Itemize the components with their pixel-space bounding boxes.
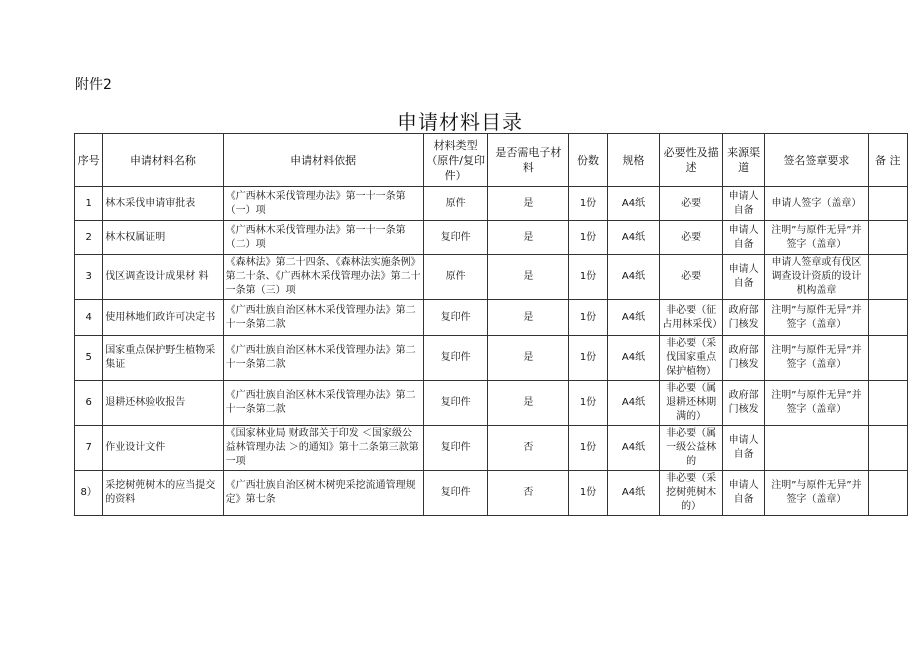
cell-signature: 注明”与原件无异”并签字（盖章） — [765, 471, 868, 516]
cell-signature: 申请人签章或有伐区调查设计资质的设计机构盖章 — [765, 255, 868, 300]
cell-electronic: 否 — [488, 426, 569, 471]
cell-type: 复印件 — [423, 221, 488, 255]
table-row — [75, 187, 908, 221]
cell-necessity: 非必要（采伐国家重点保护植物） — [660, 336, 723, 381]
cell-copies: 1份 — [569, 300, 607, 336]
col-header: 申请材料名称 — [103, 134, 223, 187]
cell-necessity: 非必要（采挖树蔸树木的） — [660, 471, 723, 516]
cell-electronic: 是 — [488, 187, 569, 221]
cell-name: 退耕还林验收报告 — [103, 381, 223, 426]
cell-remark — [868, 187, 908, 221]
cell-copies: 1份 — [569, 381, 607, 426]
cell-copies: 1份 — [569, 255, 607, 300]
cell-spec: A4纸 — [607, 426, 660, 471]
cell-necessity: 必要 — [660, 221, 723, 255]
cell-source: 政府部门核发 — [722, 381, 764, 426]
cell-copies: 1份 — [569, 426, 607, 471]
cell-necessity: 非必要（征占用林采伐） — [660, 300, 723, 336]
cell-basis: 《广西壮族自治区林木采伐管理办法》第二十一条第二款 — [223, 300, 423, 336]
cell-spec: A4纸 — [607, 187, 660, 221]
cell-name: 使用林地们政许可决定书 — [103, 300, 223, 336]
cell-electronic: 是 — [488, 255, 569, 300]
cell-no: 4 — [75, 300, 103, 336]
table-row — [75, 471, 908, 516]
cell-necessity: 必要 — [660, 187, 723, 221]
page-title: 申请材料目录 — [397, 110, 523, 134]
col-header: 材料类型（原件/复印件） — [423, 134, 488, 187]
cell-remark — [868, 471, 908, 516]
cell-basis: 《广西壮族自治区林木采伐管理办法》第二十一条第二款 — [223, 336, 423, 381]
cell-necessity: 非必要（属一级公益林的 — [660, 426, 723, 471]
cell-necessity: 必要 — [660, 255, 723, 300]
cell-name: 国家重点保护野生植物采集证 — [103, 336, 223, 381]
cell-name: 伐区调查设计成果材 料 — [103, 255, 223, 300]
cell-basis: 《广西壮族自治区树木树兜采挖流通管理规定》第七条 — [223, 471, 423, 516]
cell-type: 复印件 — [423, 300, 488, 336]
cell-copies: 1份 — [569, 221, 607, 255]
cell-basis: 《广西壮族自治区林木采伐管理办法》第二十一条第二款 — [223, 381, 423, 426]
cell-spec: A4纸 — [607, 221, 660, 255]
table-row — [75, 300, 908, 336]
cell-no: 2 — [75, 221, 103, 255]
cell-source: 政府部门核发 — [722, 300, 764, 336]
cell-source: 政府部门核发 — [722, 336, 764, 381]
cell-type: 原件 — [423, 187, 488, 221]
cell-source: 申请人自备 — [722, 426, 764, 471]
cell-spec: A4纸 — [607, 471, 660, 516]
col-header: 是否需电子材料 — [488, 134, 569, 187]
cell-electronic: 是 — [488, 300, 569, 336]
cell-electronic: 是 — [488, 336, 569, 381]
cell-spec: A4纸 — [607, 336, 660, 381]
table-row — [75, 255, 908, 300]
cell-spec: A4纸 — [607, 381, 660, 426]
cell-name: 采挖树蔸树木的应当提交的资料 — [103, 471, 223, 516]
col-header: 规格 — [607, 134, 660, 187]
cell-electronic: 是 — [488, 221, 569, 255]
cell-remark — [868, 255, 908, 300]
cell-no: 7 — [75, 426, 103, 471]
cell-type: 复印件 — [423, 426, 488, 471]
cell-no: 1 — [75, 187, 103, 221]
cell-necessity: 非必要（属退耕还林期满的） — [660, 381, 723, 426]
col-header: 序号 — [75, 134, 103, 187]
cell-no: 6 — [75, 381, 103, 426]
cell-copies: 1份 — [569, 336, 607, 381]
attachment-label: 附件2 — [75, 77, 112, 93]
col-header: 必要性及描述 — [660, 134, 723, 187]
cell-signature: 注明”与原件无异”并签字（盖章） — [765, 381, 868, 426]
col-header: 签名签章要求 — [765, 134, 868, 187]
cell-remark — [868, 221, 908, 255]
col-header: 份数 — [569, 134, 607, 187]
cell-name: 林木采伐申请审批表 — [103, 187, 223, 221]
table-row — [75, 336, 908, 381]
cell-basis: 《森林法》第二十四条、《森林法实施条例》第二十条、《广西林木采伐管理办法》第二十一条第（三）项 — [223, 255, 423, 300]
col-header: 备 注 — [868, 134, 908, 187]
cell-spec: A4纸 — [607, 255, 660, 300]
table-header-row — [75, 134, 908, 187]
cell-signature: 注明”与原件无异”并签字（盖章） — [765, 300, 868, 336]
cell-basis: 《广西林木采伐管理办法》第一十一条第（一）项 — [223, 187, 423, 221]
cell-type: 原件 — [423, 255, 488, 300]
cell-signature: 注明”与原件无异”并签字（盖章） — [765, 221, 868, 255]
cell-basis: 《广西林木采伐管理办法》第一十一条第（二）项 — [223, 221, 423, 255]
cell-name: 作业设计文件 — [103, 426, 223, 471]
cell-remark — [868, 336, 908, 381]
cell-type: 复印件 — [423, 381, 488, 426]
cell-signature — [765, 426, 868, 471]
cell-electronic: 是 — [488, 381, 569, 426]
cell-electronic: 否 — [488, 471, 569, 516]
cell-remark — [868, 300, 908, 336]
cell-spec: A4纸 — [607, 300, 660, 336]
col-header: 来源渠道 — [722, 134, 764, 187]
cell-source: 申请人自备 — [722, 471, 764, 516]
cell-signature: 注明”与原件无异”并签字（盖章） — [765, 336, 868, 381]
cell-remark — [868, 381, 908, 426]
col-header: 申请材料依据 — [223, 134, 423, 187]
cell-no: 8） — [75, 471, 103, 516]
cell-name: 林木权属证明 — [103, 221, 223, 255]
cell-type: 复印件 — [423, 336, 488, 381]
cell-copies: 1份 — [569, 187, 607, 221]
table-row — [75, 221, 908, 255]
cell-no: 3 — [75, 255, 103, 300]
cell-source: 申请人自备 — [722, 255, 764, 300]
cell-source: 申请人自备 — [722, 187, 764, 221]
cell-type: 复印件 — [423, 471, 488, 516]
table-row — [75, 381, 908, 426]
materials-table — [74, 133, 908, 516]
cell-signature: 申请人签字（盖章） — [765, 187, 868, 221]
cell-remark — [868, 426, 908, 471]
cell-basis: 《国家林业局 财政部关于印发 ＜国家级公益林管理办法 ＞的通知》第十二条第三款第一项 — [223, 426, 423, 471]
cell-source: 申请人自备 — [722, 221, 764, 255]
cell-copies: 1份 — [569, 471, 607, 516]
table-row — [75, 426, 908, 471]
cell-no: 5 — [75, 336, 103, 381]
